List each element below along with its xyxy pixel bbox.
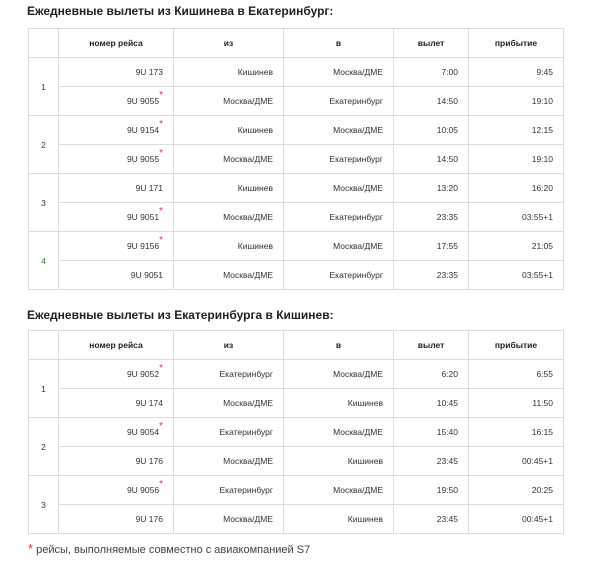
group-index: 1	[29, 58, 59, 116]
arrival-city: Москва/ДМЕ	[284, 476, 394, 505]
table-row	[29, 116, 564, 145]
departure-city: Кишинев	[174, 58, 284, 87]
arrival-time: 12:15	[469, 116, 564, 145]
arrival-time: 20:25	[469, 476, 564, 505]
arrival-city: Москва/ДМЕ	[284, 360, 394, 389]
group-index: 3	[29, 174, 59, 232]
table-row	[29, 418, 564, 447]
group-index: 2	[29, 116, 59, 174]
departure-city: Москва/ДМЕ	[174, 389, 284, 418]
departure-time: 19:50	[394, 476, 469, 505]
departure-time: 10:45	[394, 389, 469, 418]
table2-body	[29, 360, 564, 534]
flight-number	[59, 505, 174, 534]
flight-number-text: 9U 176	[135, 456, 163, 466]
departure-time: 23:45	[394, 505, 469, 534]
footnote-text: рейсы, выполняемые совместно с авиакомпанией S7	[36, 544, 311, 556]
arrival-time: 16:15	[469, 418, 564, 447]
departure-city: Кишинев	[174, 232, 284, 261]
codeshare-marker: *	[159, 90, 163, 101]
footnote	[28, 541, 311, 556]
header-arrival: прибытие	[469, 331, 564, 360]
departure-time: 17:55	[394, 232, 469, 261]
header-to: в	[284, 331, 394, 360]
header-flight: номер рейса	[59, 331, 174, 360]
header-from: из	[174, 29, 284, 58]
flight-number	[59, 58, 174, 87]
departure-city: Москва/ДМЕ	[174, 145, 284, 174]
table-row	[29, 476, 564, 505]
flight-number	[59, 389, 174, 418]
table-row	[29, 261, 564, 290]
arrival-time: 00:45+1	[469, 447, 564, 476]
flight-number-text: 9U 9055	[126, 154, 160, 164]
flight-number-text: 9U 9055	[126, 96, 160, 106]
flight-number	[59, 116, 174, 145]
departure-time: 14:50	[394, 145, 469, 174]
arrival-time: 6:55	[469, 360, 564, 389]
flight-number	[59, 174, 174, 203]
codeshare-marker: *	[159, 119, 163, 130]
departure-city: Екатеринбург	[174, 476, 284, 505]
flight-number-text: 9U 174	[135, 398, 163, 408]
group-index: 2	[29, 418, 59, 476]
flight-number-text: 9U 173	[135, 67, 163, 77]
arrival-city: Кишинев	[284, 447, 394, 476]
table-row	[29, 447, 564, 476]
flight-number-text: 9U 9052	[126, 369, 160, 379]
departure-city: Екатеринбург	[174, 418, 284, 447]
arrival-time: 00:45+1	[469, 505, 564, 534]
table-header-row	[29, 29, 564, 58]
header-index	[29, 331, 59, 360]
codeshare-marker: *	[159, 421, 163, 432]
arrival-city: Екатеринбург	[284, 145, 394, 174]
flight-number	[59, 87, 174, 116]
header-index	[29, 29, 59, 58]
departure-time: 23:45	[394, 447, 469, 476]
table-row	[29, 505, 564, 534]
arrival-city: Екатеринбург	[284, 203, 394, 232]
arrival-city: Москва/ДМЕ	[284, 174, 394, 203]
departure-city: Кишинев	[174, 174, 284, 203]
departure-time: 23:35	[394, 203, 469, 232]
departure-city: Москва/ДМЕ	[174, 505, 284, 534]
flight-number	[59, 145, 174, 174]
departure-time: 15:40	[394, 418, 469, 447]
departure-time: 23:35	[394, 261, 469, 290]
header-arrival: прибытие	[469, 29, 564, 58]
codeshare-marker: *	[159, 206, 163, 217]
arrival-time: 11:50	[469, 389, 564, 418]
arrival-city: Москва/ДМЕ	[284, 58, 394, 87]
header-flight: номер рейса	[59, 29, 174, 58]
table-row	[29, 58, 564, 87]
flight-number-text: 9U 9054	[126, 427, 160, 437]
flight-number-text: 9U 9051	[126, 212, 160, 222]
schedule-table-ekaterinburg-kishinev	[28, 330, 564, 534]
arrival-city: Екатеринбург	[284, 261, 394, 290]
departure-time: 14:50	[394, 87, 469, 116]
departure-city: Москва/ДМЕ	[174, 261, 284, 290]
departure-city: Кишинев	[174, 116, 284, 145]
departure-city: Екатеринбург	[174, 360, 284, 389]
flight-number	[59, 261, 174, 290]
flight-number	[59, 232, 174, 261]
flight-number-text: 9U 9051	[130, 270, 163, 280]
table-row	[29, 232, 564, 261]
group-index: 3	[29, 476, 59, 534]
table-row	[29, 360, 564, 389]
table1-body	[29, 58, 564, 290]
departure-time: 10:05	[394, 116, 469, 145]
arrival-time: 03:55+1	[469, 261, 564, 290]
table-row	[29, 203, 564, 232]
flight-number	[59, 476, 174, 505]
codeshare-marker: *	[159, 479, 163, 490]
codeshare-marker: *	[159, 363, 163, 374]
arrival-city: Екатеринбург	[284, 87, 394, 116]
codeshare-marker: *	[159, 235, 163, 246]
arrival-time: 19:10	[469, 87, 564, 116]
table-header-row	[29, 331, 564, 360]
arrival-time: 03:55+1	[469, 203, 564, 232]
group-index: 1	[29, 360, 59, 418]
header-from: из	[174, 331, 284, 360]
flight-number-text: 9U 9154	[126, 125, 160, 135]
arrival-time: 9:45	[469, 58, 564, 87]
table-row	[29, 87, 564, 116]
header-to: в	[284, 29, 394, 58]
departure-time: 13:20	[394, 174, 469, 203]
flight-number-text: 9U 9156	[126, 241, 160, 251]
arrival-city: Москва/ДМЕ	[284, 418, 394, 447]
arrival-city: Москва/ДМЕ	[284, 116, 394, 145]
header-departure: вылет	[394, 331, 469, 360]
schedule-table-kishinev-ekaterinburg	[28, 28, 564, 290]
flight-number	[59, 360, 174, 389]
departure-time: 6:20	[394, 360, 469, 389]
table-row	[29, 174, 564, 203]
departure-city: Москва/ДМЕ	[174, 447, 284, 476]
arrival-time: 16:20	[469, 174, 564, 203]
departure-time: 7:00	[394, 58, 469, 87]
arrival-time: 19:10	[469, 145, 564, 174]
table1-title: Ежедневные вылеты из Кишинева в Екатеринбург:	[27, 4, 334, 18]
flight-number-text: 9U 176	[135, 514, 163, 524]
arrival-city: Кишинев	[284, 505, 394, 534]
flight-number	[59, 418, 174, 447]
arrival-city: Кишинев	[284, 389, 394, 418]
codeshare-marker: *	[159, 148, 163, 159]
flight-number	[59, 447, 174, 476]
group-index: 4	[29, 232, 59, 290]
flight-number-text: 9U 171	[135, 183, 163, 193]
arrival-time: 21:05	[469, 232, 564, 261]
footnote-marker: *	[28, 541, 34, 556]
header-departure: вылет	[394, 29, 469, 58]
departure-city: Москва/ДМЕ	[174, 87, 284, 116]
flight-number-text: 9U 9056	[126, 485, 160, 495]
departure-city: Москва/ДМЕ	[174, 203, 284, 232]
table2-title: Ежедневные вылеты из Екатеринбурга в Кишинев:	[27, 308, 334, 322]
table-row	[29, 145, 564, 174]
flight-number	[59, 203, 174, 232]
arrival-city: Москва/ДМЕ	[284, 232, 394, 261]
table-row	[29, 389, 564, 418]
